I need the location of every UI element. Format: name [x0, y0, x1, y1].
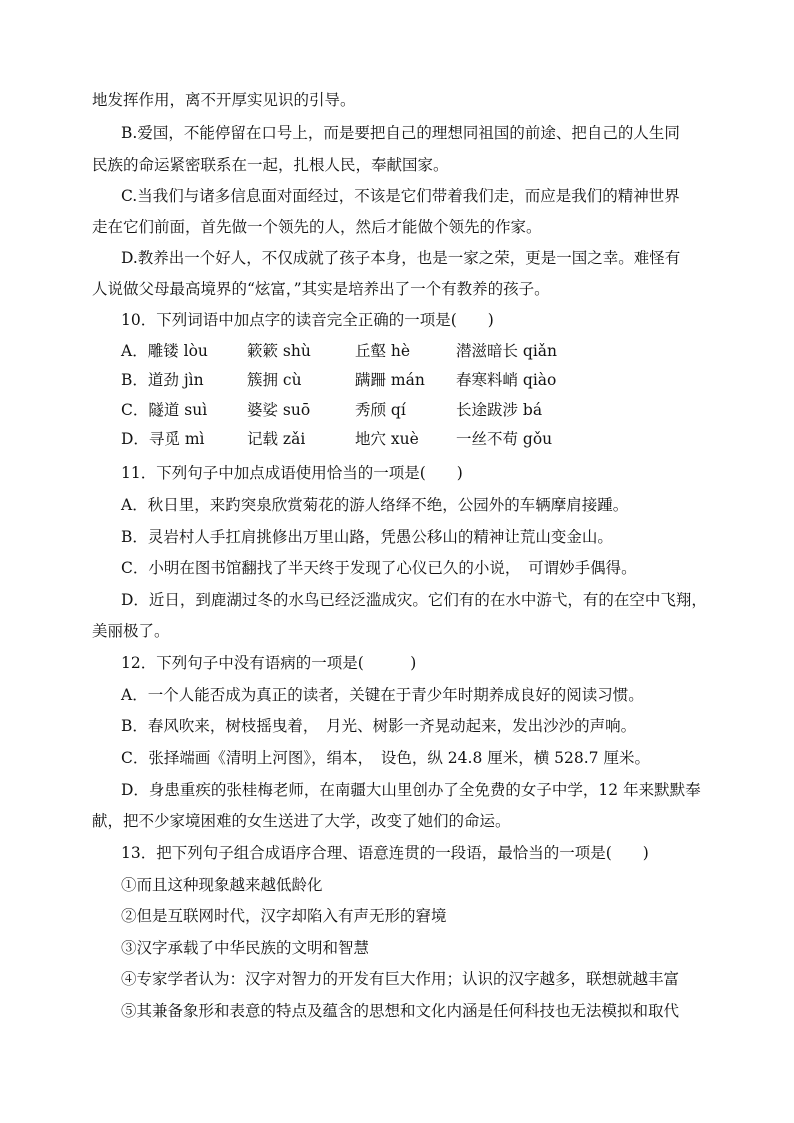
- pinyin-choice: C．隧道 suì: [121, 401, 208, 419]
- pinyin-choice: 潜滋暗长 qiǎn: [456, 342, 558, 360]
- pinyin-choice: 丘壑 hè: [355, 342, 411, 360]
- pinyin-choice: 记载 zǎi: [247, 430, 306, 448]
- text-line: B.爱国，不能停留在口号上，而是要把自己的理想同祖国的前途、把自己的人生同: [121, 124, 680, 142]
- pinyin-choice: 地穴 xuè: [355, 430, 419, 448]
- question-10-stem: 10．下列词语中加点字的读音完全正确的一项是( ): [121, 311, 494, 329]
- pinyin-choice: 秀颀 qí: [355, 401, 406, 419]
- pinyin-choice: 簇拥 cù: [247, 371, 302, 389]
- question-11-option-continued: 美丽极了。: [92, 622, 170, 640]
- pinyin-choice: 春寒料峭 qiào: [456, 371, 557, 389]
- question-13-sentence: ④专家学者认为：汉字对智力的开发有巨大作用；认识的汉字越多，联想就越丰富: [121, 970, 680, 988]
- text-line: C.当我们与诸多信息面对面经过，不该是它们带着我们走，而应是我们的精神世界: [121, 187, 680, 205]
- text-line: 走在它们前面，首先做一个领先的人，然后才能做个领先的作家。: [92, 218, 542, 236]
- question-11-option: A．秋日里，来趵突泉欣赏菊花的游人络绎不绝，公园外的车辆摩肩接踵。: [121, 496, 629, 514]
- question-13-stem: 13．把下列句子组合成语序合理、语意连贯的一段语，最恰当的一项是( ): [121, 844, 649, 862]
- question-12-stem: 12．下列句子中没有语病的一项是( ): [121, 654, 417, 672]
- pinyin-choice: A．雕镂 lòu: [121, 342, 208, 360]
- pinyin-choice: 长途跋涉 bá: [456, 401, 543, 419]
- text-line: 地发挥作用，离不开厚实见识的引导。: [92, 91, 356, 109]
- question-12-option: A．一个人能否成为真正的读者，关键在于青少年时期养成良好的阅读习惯。: [121, 686, 644, 704]
- question-12-option: C．张择端画《清明上河图》，绢本， 设色，纵 24.8 厘米，横 528.7 厘米。: [121, 749, 650, 767]
- question-13-sentence: ①而且这种现象越来越低龄化: [121, 876, 323, 894]
- pinyin-choice: D．寻觅 mì: [121, 430, 205, 448]
- pinyin-choice: 一丝不苟 gǒu: [456, 430, 553, 448]
- question-12-option: D．身患重疾的张桂梅老师，在南疆大山里创办了全免费的女子中学，12 年来默默奉: [121, 781, 701, 799]
- text-line: 民族的命运紧密联系在一起，扎根人民，奉献国家。: [92, 156, 449, 174]
- pinyin-choice: 婆娑 suō: [247, 401, 311, 419]
- question-11-option: C．小明在图书馆翻找了半天终于发现了心仪已久的小说， 可谓妙手偶得。: [121, 559, 637, 577]
- text-line: D.教养出一个好人，不仅成就了孩子本身，也是一家之荣，更是一国之幸。难怪有: [121, 249, 681, 267]
- question-11-stem: 11．下列句子中加点成语使用恰当的一项是( ): [121, 464, 463, 482]
- pinyin-choice: B．道劲 jìn: [121, 371, 204, 389]
- pinyin-choice: 蹒跚 mán: [355, 371, 425, 389]
- question-12-option: B．春风吹来，树枝摇曳着， 月光、树影一齐晃动起来，发出沙沙的声响。: [121, 717, 637, 735]
- text-line: 人说做父母最高境界的“炫富，”其实是培养出了一个有教养的孩子。: [92, 280, 550, 298]
- question-13-sentence: ⑤其兼备象形和表意的特点及蕴含的思想和文化内涵是任何科技也无法模拟和取代: [121, 1002, 680, 1020]
- question-13-sentence: ③汉字承载了中华民族的文明和智慧: [121, 939, 370, 957]
- question-13-sentence: ②但是互联网时代，汉字却陷入有声无形的窘境: [121, 907, 447, 925]
- question-11-option: D．近日，到鹿湖过冬的水鸟已经泛滥成灾。它们有的在水中游弋，有的在空中飞翔，: [121, 591, 707, 609]
- pinyin-choice: 簌簌 shù: [247, 342, 311, 360]
- question-12-option-continued: 献，把不少家境困难的女生送进了大学，改变了她们的命运。: [92, 812, 511, 830]
- question-11-option: B．灵岩村人手扛肩挑修出万里山路，凭愚公移山的精神让荒山变金山。: [121, 528, 613, 546]
